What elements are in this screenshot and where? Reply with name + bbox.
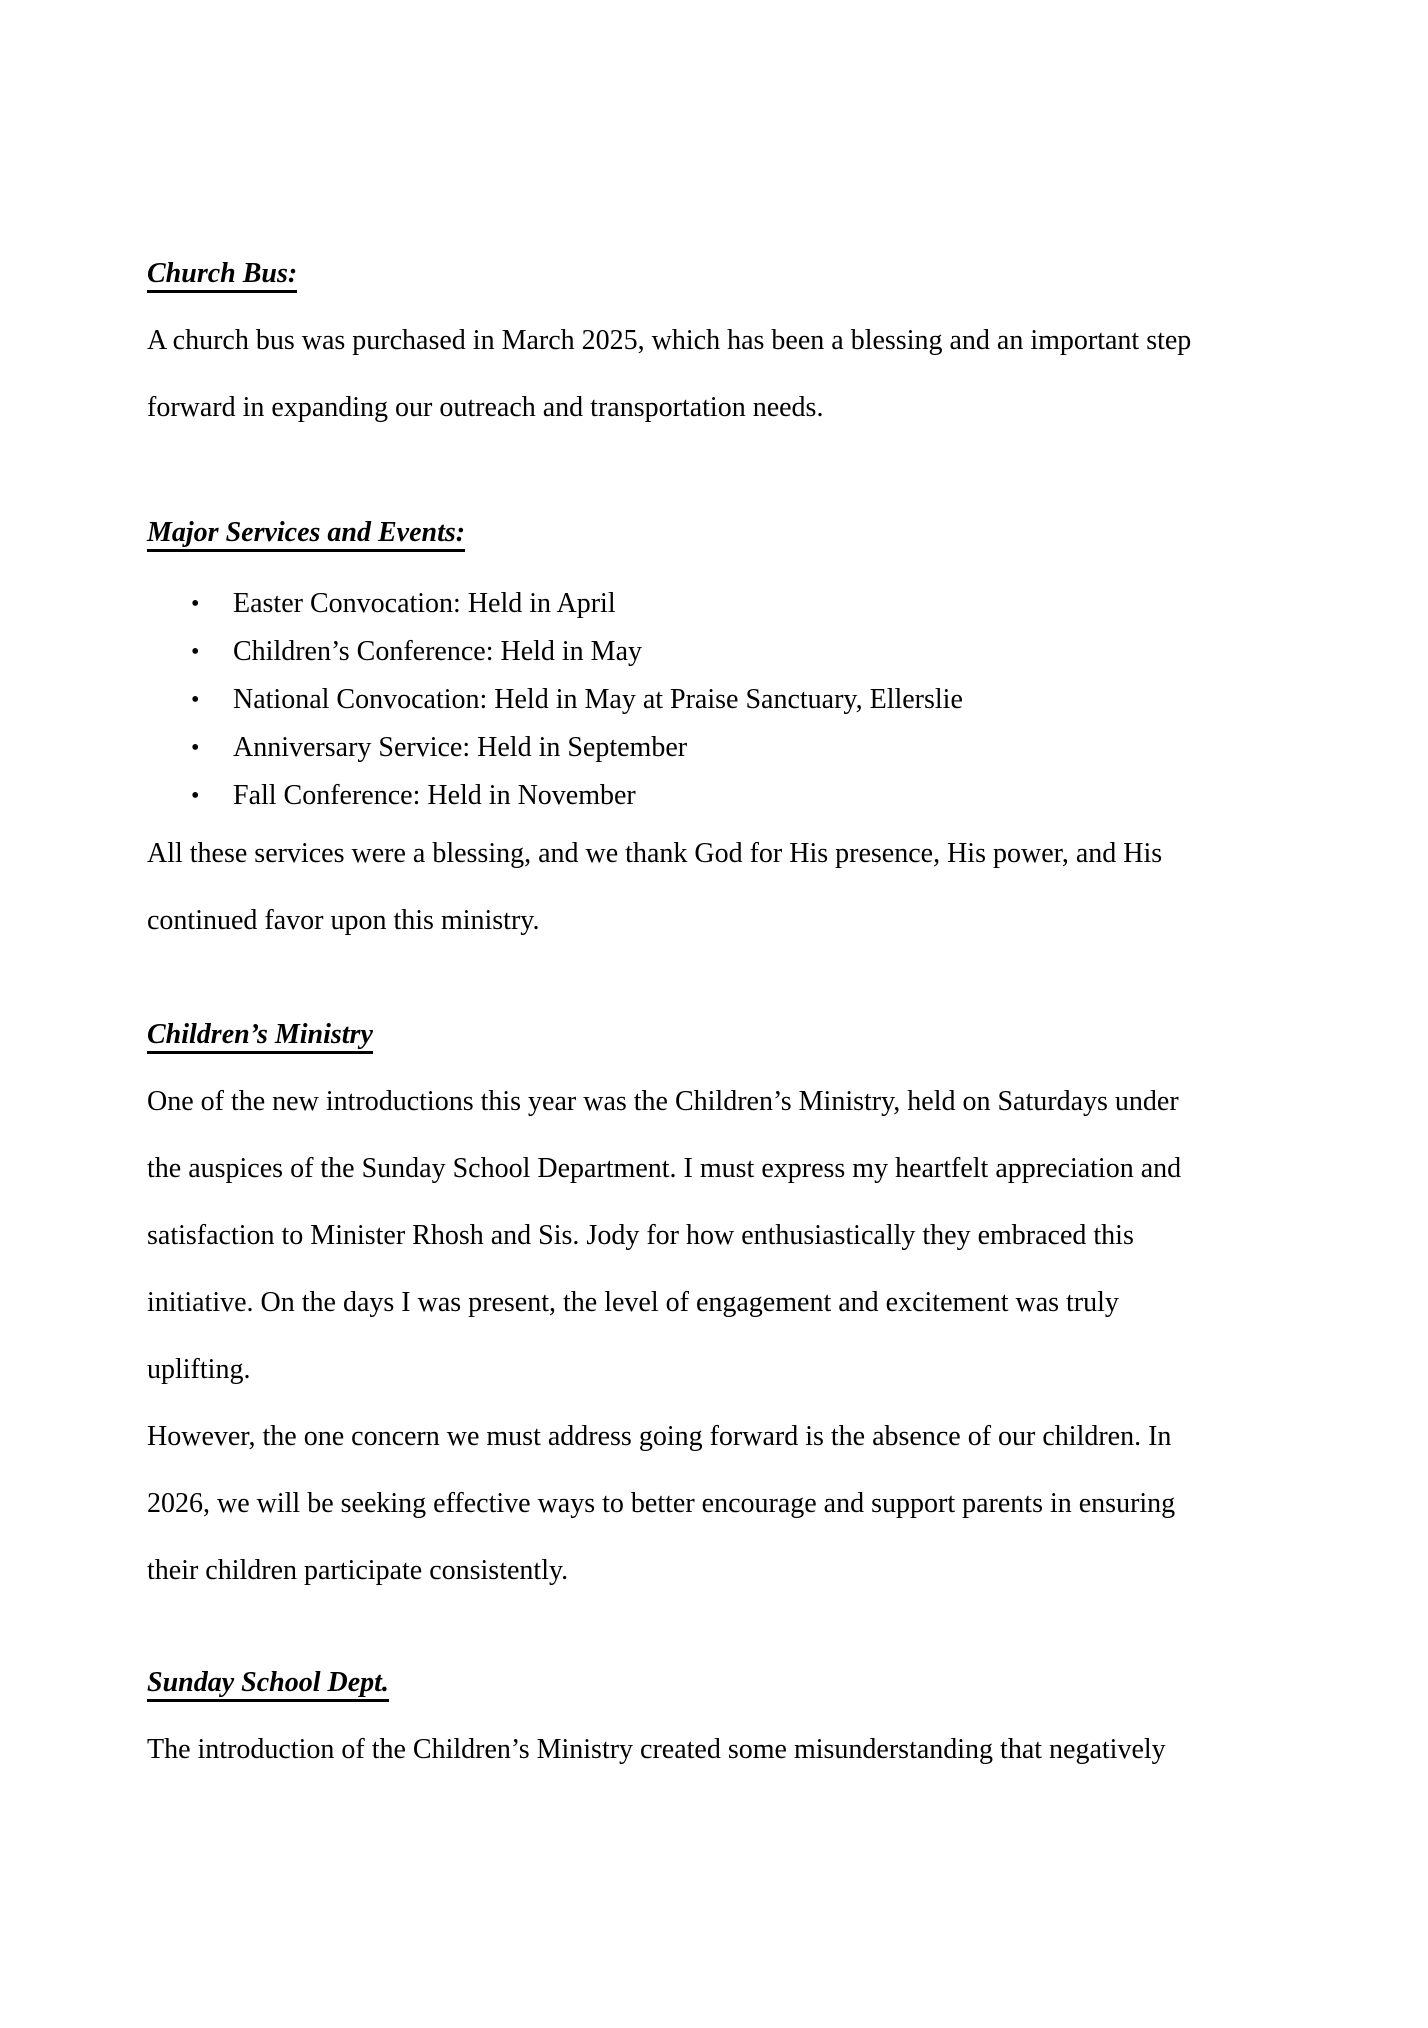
paragraph-line: continued favor upon this ministry.	[147, 905, 540, 936]
bullet-item	[147, 772, 1297, 820]
section-gap	[147, 1604, 1297, 1649]
bullet-marker: •	[191, 591, 200, 617]
bullet-text: National Convocation: Held in May at Praise Sanctuary, Ellerslie	[233, 684, 963, 715]
paragraph-line: their children participate consistently.	[147, 1555, 569, 1586]
bullet-marker: •	[191, 783, 200, 809]
top-margin	[147, 0, 1297, 240]
paragraph-line: The introduction of the Children’s Ministry created some misunderstanding that negatively	[147, 1734, 1166, 1765]
paragraph-line: the auspices of the Sunday School Department. I must express my heartfelt appreciation and	[147, 1153, 1182, 1184]
paragraph-line: satisfaction to Minister Rhosh and Sis. Jody for how enthusiastically they embraced this	[147, 1220, 1134, 1251]
section-heading-major-services	[147, 499, 1297, 566]
heading-text: Sunday School Dept.	[147, 1667, 389, 1702]
bullet-list	[147, 580, 1297, 820]
bullet-marker: •	[191, 639, 200, 665]
heading-text: Children’s Ministry	[147, 1019, 373, 1054]
paragraph-line: uplifting.	[147, 1354, 251, 1385]
paragraph-line: forward in expanding our outreach and transportation needs.	[147, 392, 824, 423]
bullet-item	[147, 628, 1297, 676]
section-gap	[147, 954, 1297, 1001]
heading-text: Church Bus:	[147, 258, 297, 293]
section-heading-childrens-ministry	[147, 1001, 1297, 1068]
heading-text: Major Services and Events:	[147, 517, 465, 552]
bullet-text: Anniversary Service: Held in September	[233, 732, 688, 763]
section-heading-church-bus	[147, 240, 1297, 307]
document-content	[147, 0, 1297, 1783]
bullet-text: Easter Convocation: Held in April	[233, 588, 616, 619]
paragraph-line: 2026, we will be seeking effective ways to better encourage and support parents in ensuring	[147, 1488, 1176, 1519]
paragraph-line: However, the one concern we must address going forward is the absence of our children. In	[147, 1421, 1172, 1452]
section-heading-sunday-school	[147, 1649, 1297, 1716]
paragraph-line: A church bus was purchased in March 2025, which has been a blessing and an important step	[147, 325, 1192, 356]
section-gap	[147, 441, 1297, 499]
bullet-text: Fall Conference: Held in November	[233, 780, 636, 811]
paragraph-line: All these services were a blessing, and we thank God for His presence, His power, and His	[147, 838, 1163, 869]
bullet-marker: •	[191, 735, 200, 761]
bullet-item	[147, 580, 1297, 628]
paragraph-line: initiative. On the days I was present, the level of engagement and excitement was truly	[147, 1287, 1119, 1318]
paragraph-line: One of the new introductions this year was the Children’s Ministry, held on Saturdays under	[147, 1086, 1179, 1117]
bullet-item	[147, 676, 1297, 724]
bullet-marker: •	[191, 687, 200, 713]
bullet-item	[147, 724, 1297, 772]
bullet-text: Children’s Conference: Held in May	[233, 636, 643, 667]
